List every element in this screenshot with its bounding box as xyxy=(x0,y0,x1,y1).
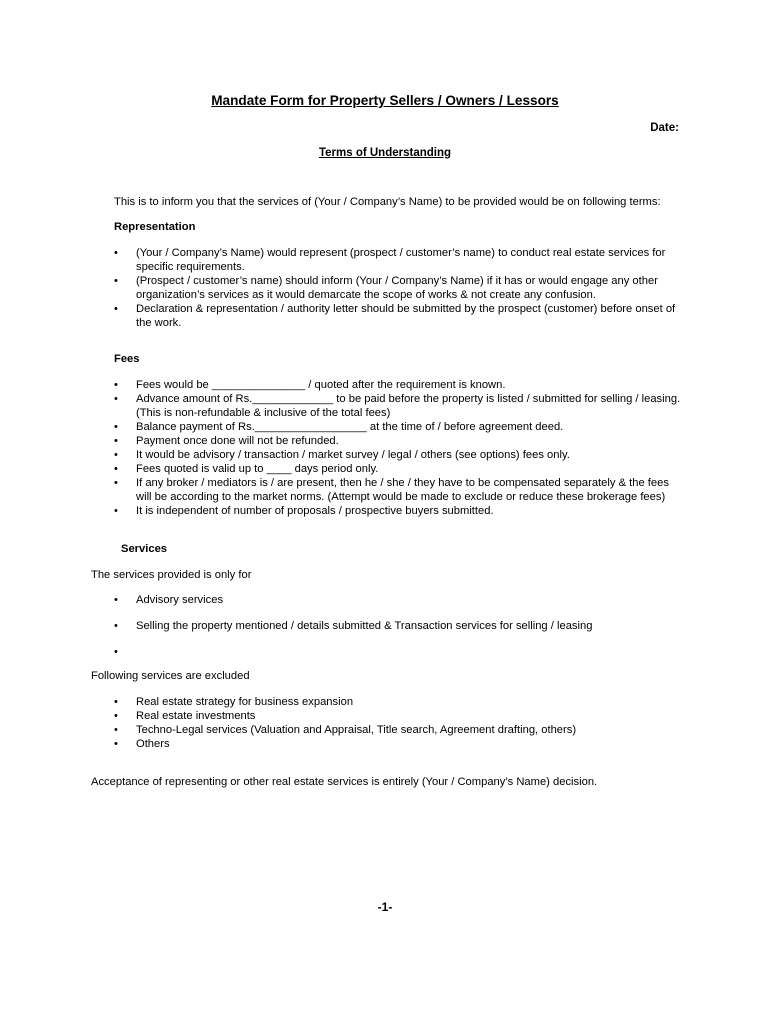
representation-heading: Representation xyxy=(114,221,196,233)
list-item: • Others xyxy=(114,737,684,751)
services-provided-intro: The services provided is only for xyxy=(91,569,252,581)
page-number: -1- xyxy=(377,900,393,914)
list-item: • Payment once done will not be refunded. xyxy=(114,434,684,448)
services-excluded-list xyxy=(114,695,684,751)
list-item: • Advisory services xyxy=(114,593,684,607)
list-item: • Advance amount of Rs._____________ to be paid before the property is listed / submitted for selling / leasing. (This is non-refundable & inclusive of the total fees) xyxy=(114,392,684,420)
list-item: • Balance payment of Rs.__________________ at the time of / before agreement deed. xyxy=(114,420,684,434)
list-item: • Fees would be _______________ / quoted after the requirement is known. xyxy=(114,378,684,392)
services-excluded-intro: Following services are excluded xyxy=(91,670,250,682)
list-item: • (Prospect / customer’s name) should inform (Your / Company’s Name) if it has or would engage any other organization’s services as it would demarcate the scope of works & not create any confusion. xyxy=(114,274,684,302)
list-item: • Selling the property mentioned / details submitted & Transaction services for selling / leasing xyxy=(114,619,684,633)
list-item: • Declaration & representation / authority letter should be submitted by the prospect (customer) before onset of the work. xyxy=(114,302,684,330)
date-label: Date: xyxy=(650,122,679,134)
list-item xyxy=(114,645,684,659)
list-item: • (Your / Company’s Name) would represent (prospect / customer’s name) to conduct real estate services for specific requirements. xyxy=(114,246,684,274)
closing-paragraph: Acceptance of representing or other real estate services is entirely (Your / Company’s Name) decision. xyxy=(91,776,598,788)
services-provided-list xyxy=(114,593,684,659)
list-item: • If any broker / mediators is / are present, then he / she / they have to be compensated separately & the fees will be according to the market norms. (Attempt would be made to exclude or reduce these brokerage fees) xyxy=(114,476,684,504)
list-item: • Real estate investments xyxy=(114,709,684,723)
list-item: • It would be advisory / transaction / market survey / legal / others (see options) fees only. xyxy=(114,448,684,462)
list-item: • It is independent of number of proposals / prospective buyers submitted. xyxy=(114,504,684,518)
list-item: • Real estate strategy for business expansion xyxy=(114,695,684,709)
representation-list xyxy=(114,246,684,330)
terms-heading: Terms of Understanding xyxy=(318,147,452,159)
fees-list xyxy=(114,378,684,518)
fees-heading: Fees xyxy=(114,353,140,365)
list-item: • Techno-Legal services (Valuation and Appraisal, Title search, Agreement drafting, others) xyxy=(114,723,684,737)
intro-paragraph: This is to inform you that the services of (Your / Company’s Name) to be provided would be on following terms: xyxy=(114,196,661,208)
list-item: • Fees quoted is valid up to ____ days period only. xyxy=(114,462,684,476)
services-heading: Services xyxy=(121,543,168,555)
document-title: Mandate Form for Property Sellers / Owners / Lessors xyxy=(211,93,559,108)
